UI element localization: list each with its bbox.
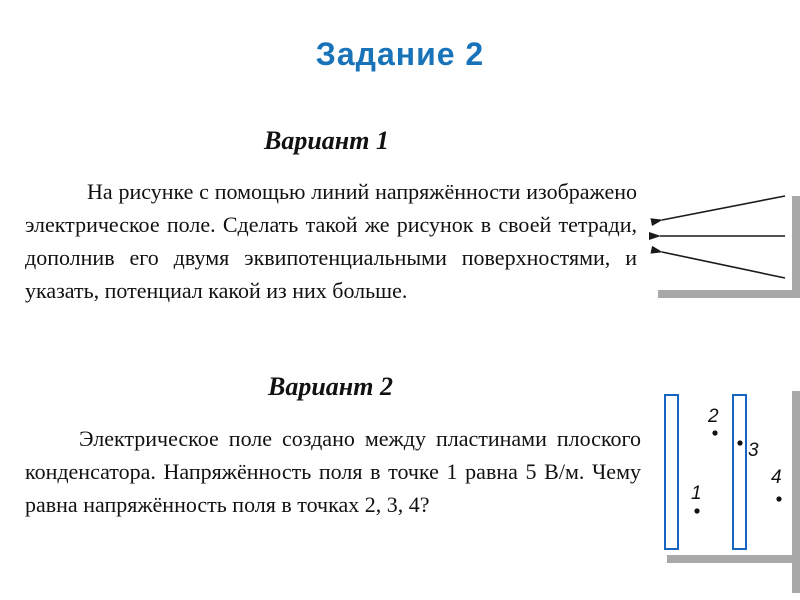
variant1-heading: Вариант 1 — [264, 126, 389, 155]
page-title: Задание 2 — [315, 36, 485, 72]
point-2 — [712, 430, 717, 435]
point-1-label: 1 — [691, 483, 702, 504]
variant2-text: Электрическое поле создано между пластинами плоского конденсатора. Напряжённость поля в точке 1 равна 5 В/м. Чему равна напряжённость поля в точках 2, 3, 4? — [25, 426, 641, 517]
figure-shadow-bottom — [667, 555, 800, 563]
capacitor-figure — [655, 385, 800, 593]
point-2-label: 2 — [708, 406, 719, 427]
figure-shadow — [792, 196, 800, 298]
point-1 — [694, 508, 699, 513]
capacitor-plate-left — [665, 395, 678, 549]
point-3-label: 3 — [748, 440, 759, 461]
figure-shadow-bottom — [658, 290, 800, 298]
point-4 — [776, 496, 781, 501]
field-line-upper — [662, 196, 785, 220]
field-line-lower — [662, 252, 785, 278]
variant1-text: На рисунке с помощью линий напряжённости изображено электрическое поле. Сделать такой же рисунок в своей тетради, дополнив его двумя эквипотенциальными поверхностями, и указать, потенциал какой из них больше. — [25, 179, 637, 303]
point-4-label: 4 — [771, 467, 782, 488]
field-lines-figure — [650, 188, 800, 298]
capacitor-plate-right — [733, 395, 746, 549]
point-3 — [737, 440, 742, 445]
variant2-heading: Вариант 2 — [268, 372, 393, 401]
